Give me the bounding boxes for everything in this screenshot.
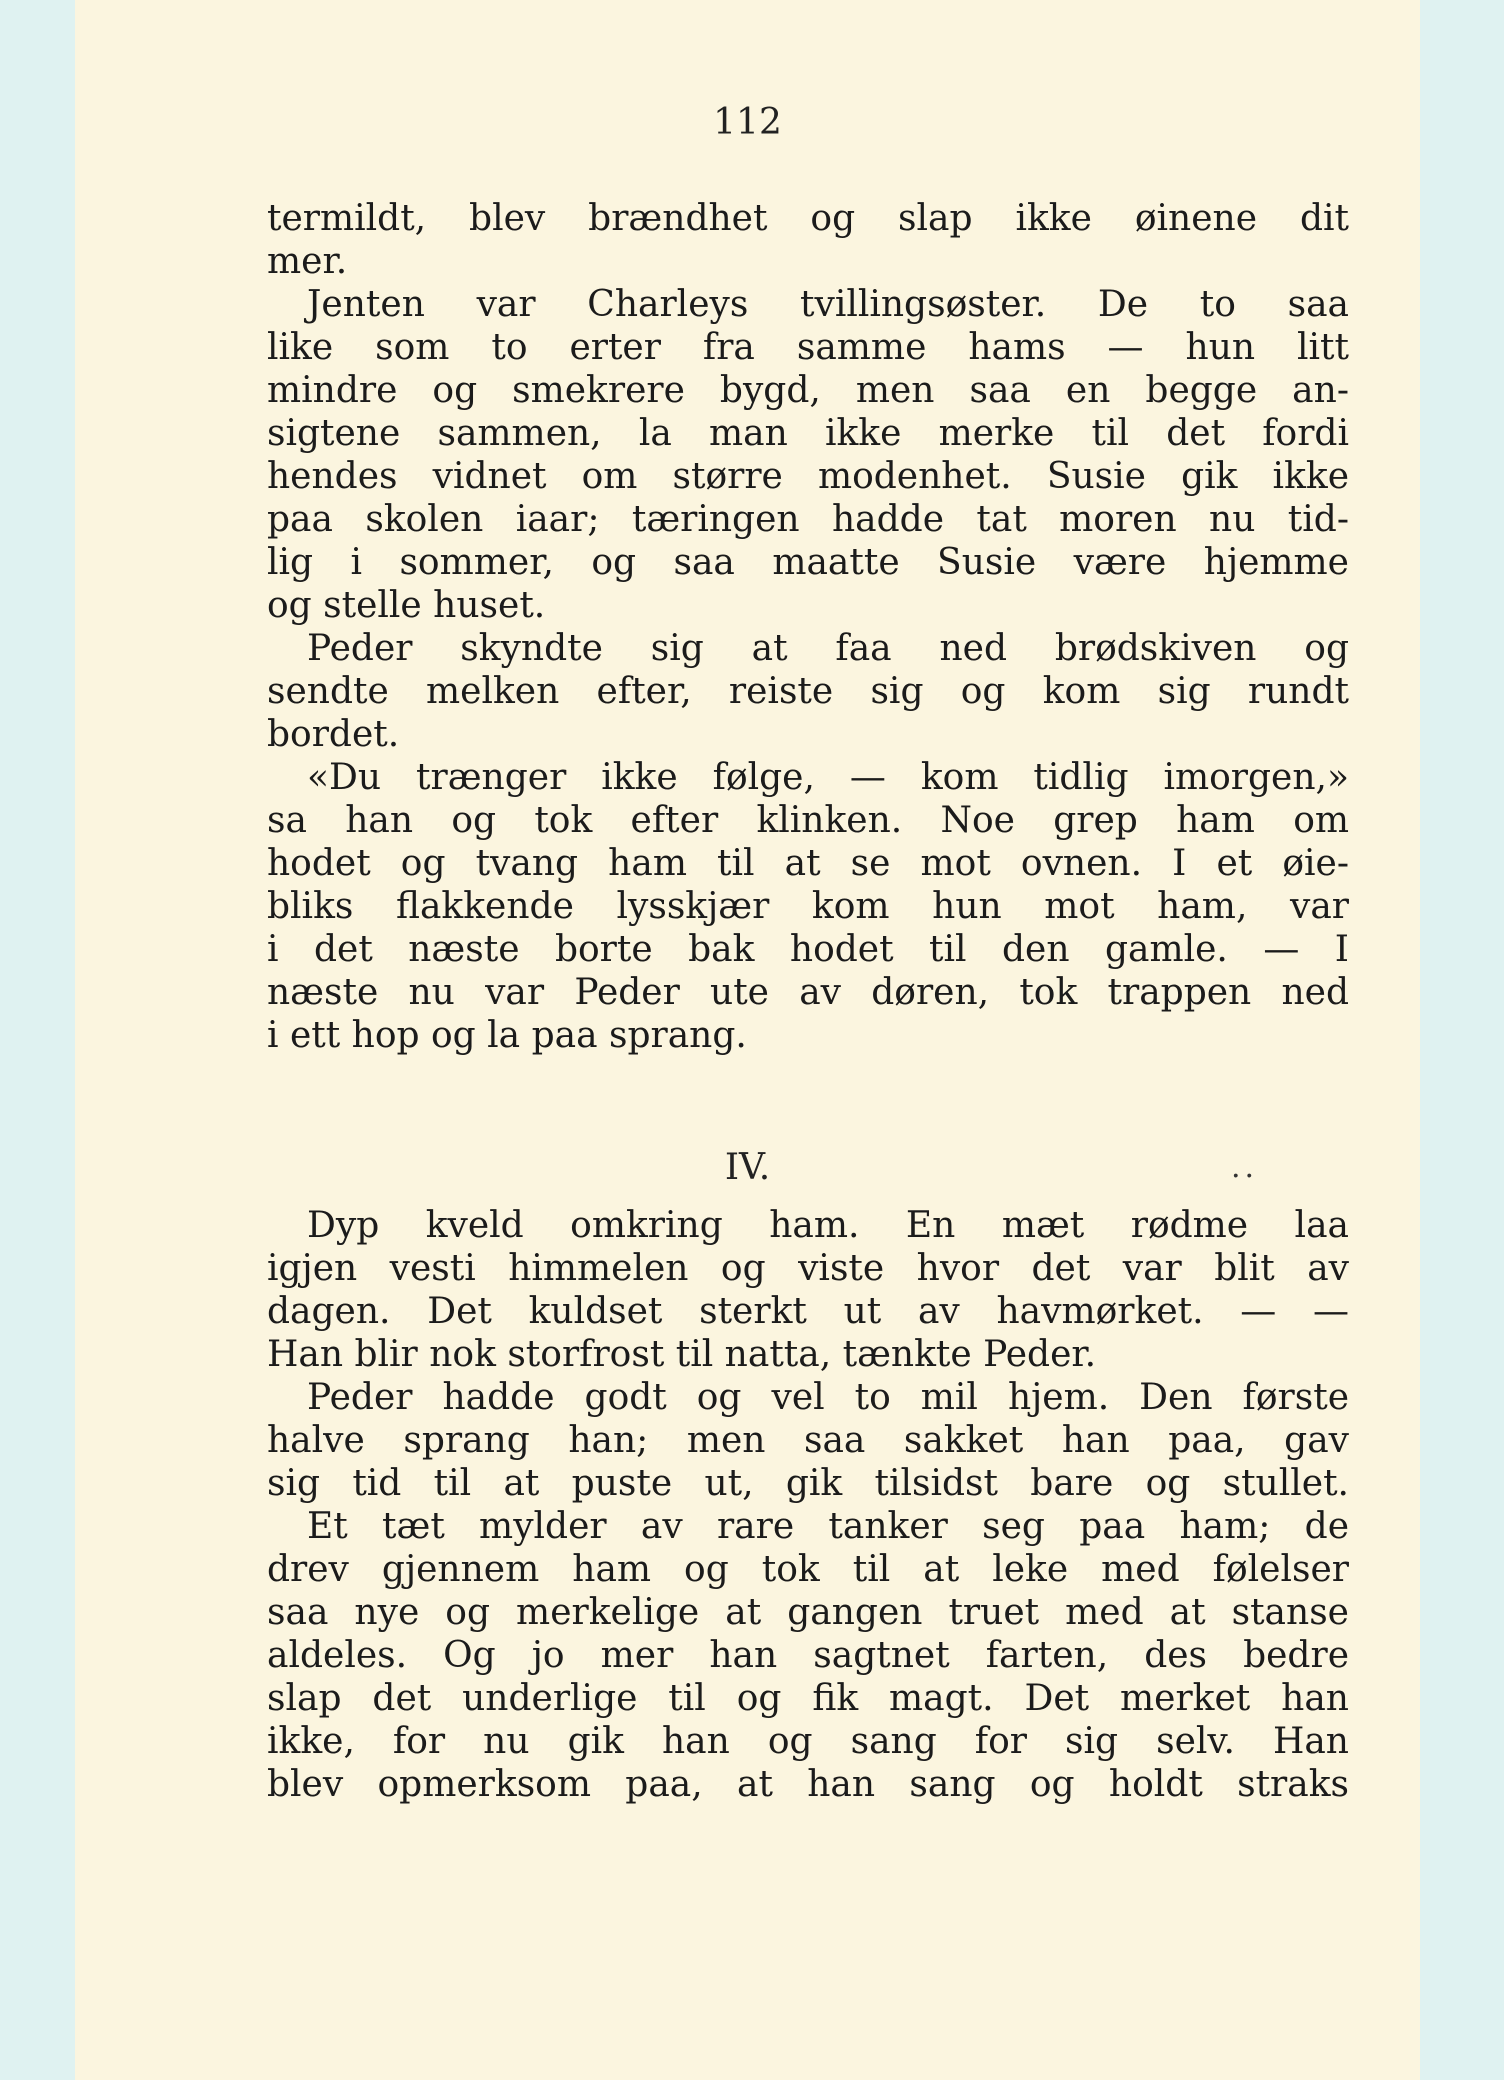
text-line: bliks flakkende lysskjær kom hun mot ham, var bbox=[267, 886, 1349, 927]
section-heading: IV. bbox=[724, 1147, 771, 1188]
text-line: hendes vidnet om større modenhet. Susie gik ikke bbox=[267, 456, 1349, 497]
text-line: like som to erter fra samme hams — hun litt bbox=[267, 327, 1349, 368]
text-block-2 bbox=[267, 1204, 1349, 1806]
text-line: mindre og smekrere bygd, men saa en begge an- bbox=[267, 370, 1349, 411]
text-line: sa han og tok efter klinken. Noe grep ham om bbox=[267, 800, 1349, 841]
text-line: slap det underlige til og fik magt. Det merket han bbox=[267, 1678, 1349, 1719]
text-line: Han blir nok storfrost til natta, tænkte Peder. bbox=[267, 1334, 1097, 1375]
text-line: Et tæt mylder av rare tanker seg paa ham; de bbox=[307, 1506, 1349, 1547]
text-line: og stelle huset. bbox=[267, 585, 546, 626]
text-line: halve sprang han; men saa sakket han paa, gav bbox=[267, 1420, 1349, 1461]
text-line: drev gjennem ham og tok til at leke med følelser bbox=[267, 1549, 1349, 1590]
text-line: Dyp kveld omkring ham. En mæt rødme laa bbox=[307, 1205, 1349, 1246]
text-line: Peder skyndte sig at faa ned brødskiven og bbox=[307, 628, 1349, 669]
book-page bbox=[75, 0, 1420, 2080]
text-line: bordet. bbox=[267, 714, 400, 755]
text-line: i ett hop og la paa sprang. bbox=[267, 1015, 747, 1056]
page-number: 112 bbox=[713, 102, 782, 143]
text-line: dagen. Det kuldset sterkt ut av havmørket. — — bbox=[267, 1291, 1349, 1332]
section-marks: .. bbox=[1231, 1150, 1259, 1185]
text-line: næste nu var Peder ute av døren, tok trappen ned bbox=[267, 972, 1349, 1013]
text-line: sigtene sammen, la man ikke merke til det fordi bbox=[267, 413, 1349, 454]
text-line: mer. bbox=[267, 241, 348, 282]
text-line: i det næste borte bak hodet til den gamle. — I bbox=[267, 929, 1349, 970]
text-line: sig tid til at puste ut, gik tilsidst bare og stullet. bbox=[267, 1463, 1349, 1504]
text-line: Peder hadde godt og vel to mil hjem. Den første bbox=[307, 1377, 1349, 1418]
text-line: igjen vesti himmelen og viste hvor det var blit av bbox=[267, 1248, 1349, 1289]
text-line: Jenten var Charleys tvillingsøster. De to saa bbox=[307, 284, 1349, 325]
text-line: blev opmerksom paa, at han sang og holdt straks bbox=[267, 1764, 1349, 1805]
text-line: «Du trænger ikke følge, — kom tidlig imorgen,» bbox=[307, 757, 1349, 798]
text-line: saa nye og merkelige at gangen truet med at stanse bbox=[267, 1592, 1349, 1633]
text-line: hodet og tvang ham til at se mot ovnen. I et øie- bbox=[267, 843, 1349, 884]
text-line: lig i sommer, og saa maatte Susie være hjemme bbox=[267, 542, 1349, 583]
text-line: ikke, for nu gik han og sang for sig selv. Han bbox=[267, 1721, 1349, 1762]
text-line: termildt, blev brændhet og slap ikke øinene dit bbox=[267, 198, 1349, 239]
text-line: paa skolen iaar; tæringen hadde tat moren nu tid- bbox=[267, 499, 1349, 540]
text-line: aldeles. Og jo mer han sagtnet farten, des bedre bbox=[267, 1635, 1349, 1676]
text-line: sendte melken efter, reiste sig og kom sig rundt bbox=[267, 671, 1349, 712]
text-block-1 bbox=[267, 197, 1349, 1057]
